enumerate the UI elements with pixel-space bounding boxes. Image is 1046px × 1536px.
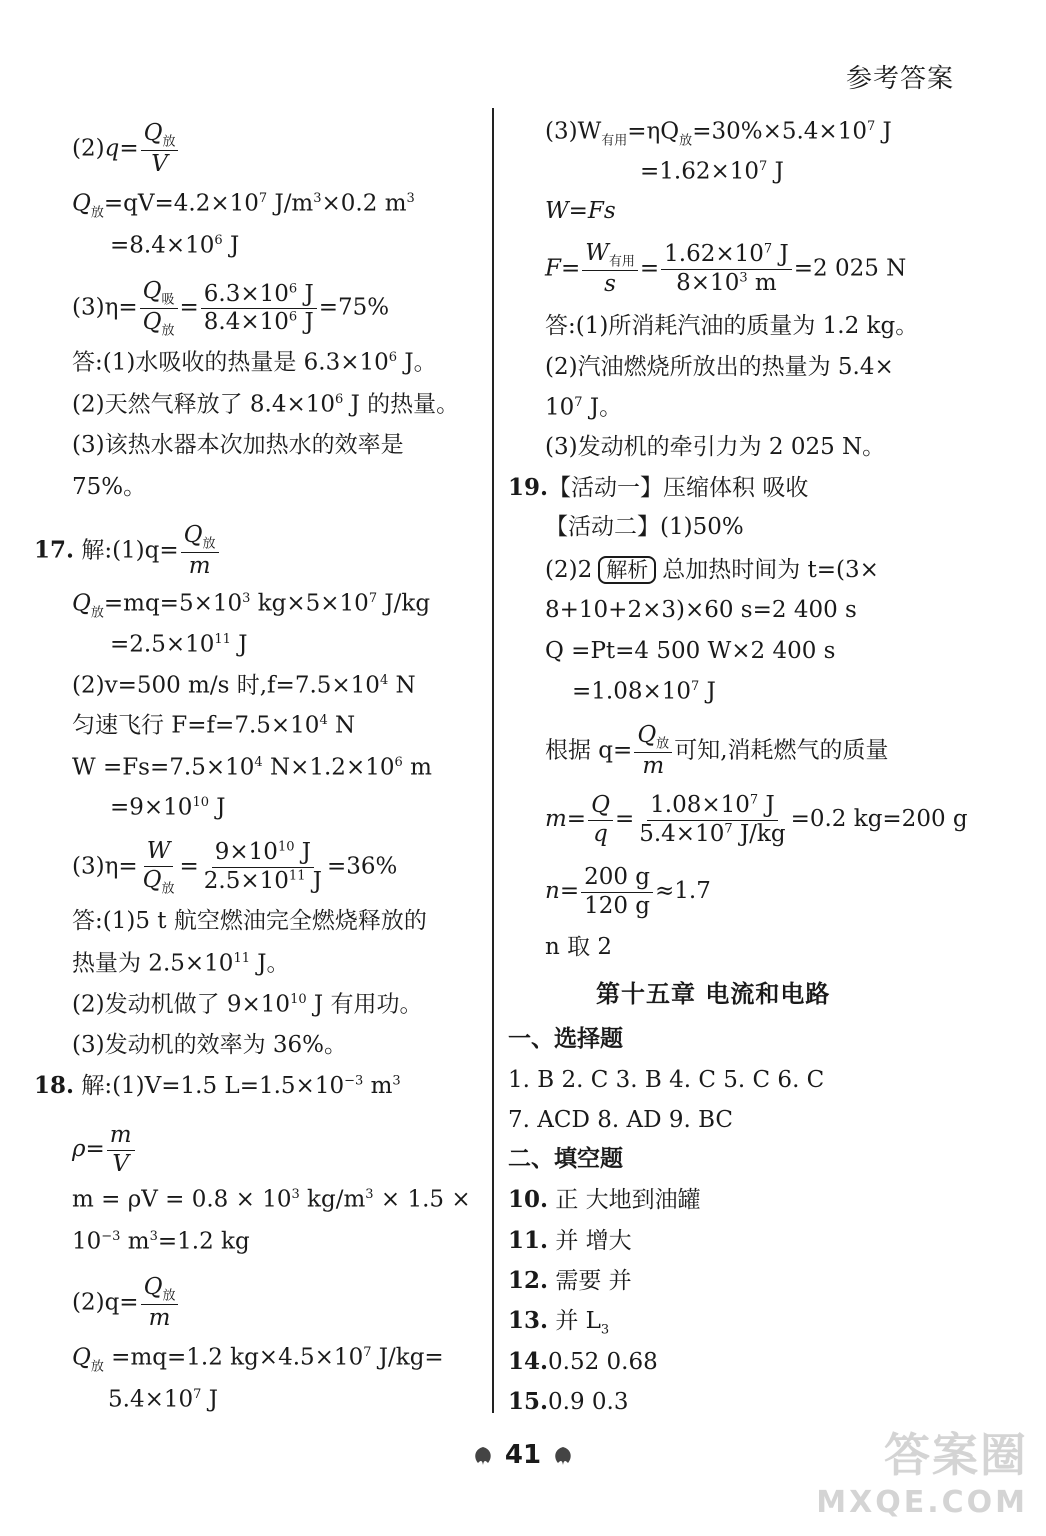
eq-line: $5.4\times 10^7$ J: [108, 1386, 218, 1413]
answer-line: (3)该热水器本次加热水的效率是: [72, 432, 404, 458]
chapter-title: 第十五章 电流和电路: [596, 980, 831, 1008]
eq-line: 根据 q= $\frac{Q_放}{m}$ 可知,消耗燃气的质量: [545, 722, 889, 780]
analysis-tag: 解析: [598, 556, 656, 584]
answer-line: 75%。: [72, 474, 147, 500]
answer-line: 【活动二】(1)50%: [545, 514, 744, 540]
fill-answer: 15.0.9 0.3: [508, 1388, 629, 1415]
fill-answer: 11. 并 增大: [508, 1227, 632, 1254]
eq-line: $m = \rho V = 0.8 \times 10^3$ $kg/m^3 \times 1.5$ ×: [72, 1186, 471, 1213]
answer-line: (3)发动机的牵引力为 2 025 N。: [545, 434, 886, 460]
eq-line: W=Fs: [545, 198, 616, 224]
watermark-logo-text: 答案圈: [884, 1428, 1028, 1482]
mc-answers: 1. B 2. C 3. B 4. C 5. C 6. C: [508, 1067, 825, 1093]
answer-line: (2)汽油燃烧所放出的热量为 5.4×: [545, 354, 894, 380]
eq-line: $=9\times 10^{10}$ J: [110, 794, 226, 821]
section-heading: 二、填空题: [508, 1146, 623, 1172]
page-header-title: 参考答案: [845, 64, 954, 94]
answer-line: 答:(1)5 t 航空燃油完全燃烧释放的: [72, 908, 427, 934]
eq-line: $Q_放=mq=5\times 10^3$ $kg\times 5\times 10^7$ J/kg: [72, 590, 431, 621]
answer-line: $10^7$ J。: [545, 394, 623, 421]
answer-line: (2)天然气释放了 $8.4\times 10^6$ J 的热量。: [72, 391, 460, 418]
answer-line: 8+10+2×3)×60 s=2 400 s: [545, 597, 857, 623]
problem-18-line: 18. 解:(1)V=1.5 $L=1.5\times 10^{-3}$ $m^3$: [34, 1072, 401, 1099]
eq-line: $=2.5\times 10^{11}$ J: [110, 631, 248, 658]
section-heading: 一、选择题: [508, 1026, 623, 1052]
eq-mass: m= $\frac{Q}{q}$ = $\frac{1.08\times 10^7 J}{5.4\times 10^7 J/kg}$ =0.2 kg=200 g: [545, 792, 968, 847]
eq-q-result: $=8.4\times 10^6$ J: [110, 232, 240, 259]
leaf-icon: [470, 1445, 496, 1467]
watermark-url: MXQE.COM: [816, 1485, 1028, 1520]
answer-line: (2)2 解析 总加热时间为 t=(3×: [545, 557, 879, 583]
eq-line: 匀速飞行 $F=f=7.5\times 10^4$ N: [72, 712, 356, 739]
eq-line: $W =Fs=7.5\times 10^4$ $N\times 1.2\times 10^6$ m: [72, 754, 432, 781]
eq-line: $Q_放 =mq=1.2$ $kg\times 4.5\times 10^7$ J/kg=: [72, 1344, 444, 1375]
fill-answer: 14.0.52 0.68: [508, 1348, 658, 1375]
mc-answers: 7. ACD 8. AD 9. BC: [508, 1107, 734, 1133]
answer-line: 热量为 $2.5\times 10^{11}$ J。: [72, 950, 290, 977]
problem-17-formula: 17. 解:(1)q= $\frac{Q_放}{m}$: [34, 522, 221, 581]
eq-efficiency-2: (3)η= $\frac{W}{Q_放}$ = $\frac{9\times 10^{10} J}{2.5\times 10^{11} J}$ =36%: [72, 838, 398, 897]
answer-line: (3)发动机的效率为 36%。: [72, 1032, 348, 1058]
eq-force: F= $\frac{W_{有用}}{s}$ = $\frac{1.62\times 10^7 J}{8\times 10^3 m}$ =2 025 N: [545, 240, 907, 298]
eq-q-released: $Q_放=qV=4.2\times 10^7$ $J/m^3\times 0.2$ $m^3$: [72, 190, 415, 221]
eq-n: n= $\frac{200 g}{120 g}$ ≈1.7: [545, 864, 711, 919]
leaf-icon: [550, 1445, 576, 1467]
fill-answer: 12. 需要 并: [508, 1267, 632, 1294]
problem-19-line: 19.【活动一】压缩体积 吸收: [508, 474, 809, 501]
watermark: [816, 1419, 1028, 1520]
answer-line: Q =Pt=4 500 W×2 400 s: [545, 638, 836, 664]
column-divider: [492, 108, 494, 1413]
answer-line: $=1.08\times 10^7$ J: [572, 678, 716, 705]
eq-q-formula: (2)q= $\frac{Q_放}{V}$: [72, 120, 180, 179]
eq-line: $=1.62\times 10^7$ J: [640, 158, 784, 185]
eq-line: $(3)W_{有用}=\eta Q_放=30\%\times 5.4\times 10^7$ J: [545, 118, 892, 149]
answer-line: n 取 2: [545, 934, 613, 960]
answer-line: 答:(1)水吸收的热量是 $6.3\times 10^6$ J。: [72, 349, 437, 376]
page-number: 41: [504, 1440, 542, 1470]
eq-q-formula-2: (2)q= $\frac{Q_放}{m}$: [72, 1274, 180, 1333]
fill-answer: 10. 正 大地到油罐: [508, 1186, 701, 1213]
eq-density: ρ= $\frac{m}{V}$: [72, 1122, 137, 1178]
answer-line: 答:(1)所消耗汽油的质量为 1.2 kg。: [545, 313, 919, 339]
fill-answer: 13. 并 $L_3$: [508, 1307, 610, 1338]
eq-line: $10^{-3}$ $m^3=1.2$ kg: [72, 1228, 250, 1255]
answer-line: (2)发动机做了 $9\times 10^{10}$ J 有用功。: [72, 991, 423, 1018]
eq-efficiency: (3)η= $\frac{Q_吸}{Q_放}$ = $\frac{6.3\times 10^6 J}{8.4\times 10^6 J}$ =75%: [72, 278, 390, 339]
fraction: $\frac{Q_放}{V}$: [141, 120, 179, 179]
eq-line: (2)v=500 m/s 时$,f=7.5\times 10^4$ N: [72, 672, 416, 699]
